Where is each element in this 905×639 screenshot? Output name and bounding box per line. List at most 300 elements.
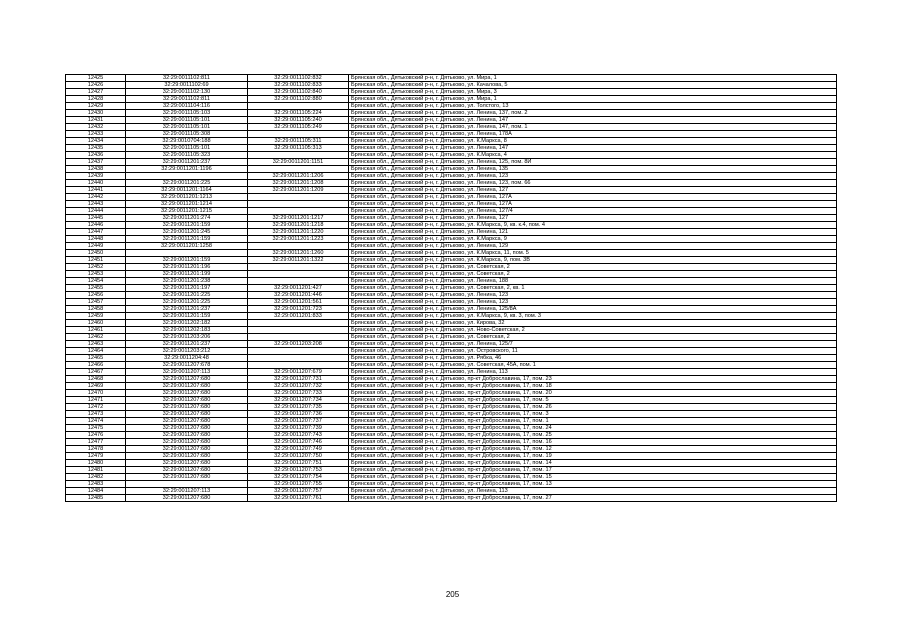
address-cell: Брянская обл., Дятьковский р-н, г. Дятьково, ул. Островского, 11 bbox=[349, 348, 837, 355]
row-number-cell: 12464 bbox=[66, 348, 126, 355]
address-cell: Брянская обл., Дятьковский р-н, г. Дятьково, ул. Толстого, 13 bbox=[349, 103, 837, 110]
parent-cadastral-number-cell: 32:29:0010704:188 bbox=[126, 138, 248, 145]
table-row bbox=[66, 460, 837, 467]
table-row bbox=[66, 446, 837, 453]
cadastral-number-cell bbox=[248, 355, 349, 362]
parent-cadastral-number-cell: 32:29:0011201:159 bbox=[126, 222, 248, 229]
row-number-cell: 12471 bbox=[66, 397, 126, 404]
page-number: 205 bbox=[445, 590, 460, 599]
cadastral-number-cell: 32:29:0011105:249 bbox=[248, 124, 349, 131]
parent-cadastral-number-cell: 32:29:0011102:69 bbox=[126, 82, 248, 89]
cadastral-number-cell bbox=[248, 208, 349, 215]
row-number-cell: 12429 bbox=[66, 103, 126, 110]
table-row bbox=[66, 481, 837, 488]
address-cell: Брянская обл., Дятьковский р-н, г. Дятьково, ул. Советская, 45А, пом. 1 bbox=[349, 362, 837, 369]
row-number-cell: 12434 bbox=[66, 138, 126, 145]
cadastral-number-cell: 32:29:0011207:753 bbox=[248, 467, 349, 474]
row-number-cell: 12455 bbox=[66, 285, 126, 292]
parent-cadastral-number-cell: 32:29:0011201:225 bbox=[126, 180, 248, 187]
cadastral-number-cell bbox=[248, 334, 349, 341]
address-cell: Брянская обл., Дятьковский р-н, г. Дятьково, ул. Ленина, 147, пом. 1 bbox=[349, 124, 837, 131]
row-number-cell: 12479 bbox=[66, 453, 126, 460]
parent-cadastral-number-cell: 32:29:0011102:811 bbox=[126, 75, 248, 82]
row-number-cell: 12441 bbox=[66, 187, 126, 194]
address-cell: Брянская обл., Дятьковский р-н, г. Дятьково, ул. К.Маркса, 9, пом. 3В bbox=[349, 257, 837, 264]
row-number-cell: 12425 bbox=[66, 75, 126, 82]
row-number-cell: 12484 bbox=[66, 488, 126, 495]
address-cell: Брянская обл., Дятьковский р-н, г. Дятьково, ул. Ленина, 123 bbox=[349, 299, 837, 306]
row-number-cell: 12426 bbox=[66, 82, 126, 89]
address-cell: Брянская обл., Дятьковский р-н, г. Дятьково, ул. Мира, 3 bbox=[349, 89, 837, 96]
table-row bbox=[66, 488, 837, 495]
table-row bbox=[66, 222, 837, 229]
address-cell: Брянская обл., Дятьковский р-н, г. Дятьково, ул. Кирова, 32 bbox=[349, 320, 837, 327]
address-cell: Брянская обл., Дятьковский р-н, г. Дятьково, ул. Ленина, 127А bbox=[349, 194, 837, 201]
parent-cadastral-number-cell: 32:29:0011207:680 bbox=[126, 432, 248, 439]
table-row bbox=[66, 117, 837, 124]
cadastral-number-cell: 32:29:0011207:755 bbox=[248, 481, 349, 488]
address-cell: Брянская обл., Дятьковский р-н, г. Дятьково, ул. Мира, 1 bbox=[349, 96, 837, 103]
table-row bbox=[66, 250, 837, 257]
row-number-cell: 12469 bbox=[66, 383, 126, 390]
parent-cadastral-number-cell: 32:29:0011201:1164 bbox=[126, 187, 248, 194]
row-number-cell: 12430 bbox=[66, 110, 126, 117]
row-number-cell: 12463 bbox=[66, 341, 126, 348]
row-number-cell: 12475 bbox=[66, 425, 126, 432]
table-row bbox=[66, 341, 837, 348]
row-number-cell: 12445 bbox=[66, 215, 126, 222]
cadastral-number-cell bbox=[248, 264, 349, 271]
cadastral-number-cell: 32:29:0011207:734 bbox=[248, 397, 349, 404]
cadastral-number-cell bbox=[248, 362, 349, 369]
row-number-cell: 12446 bbox=[66, 222, 126, 229]
table-row bbox=[66, 96, 837, 103]
table-row bbox=[66, 229, 837, 236]
row-number-cell: 12431 bbox=[66, 117, 126, 124]
table-row bbox=[66, 236, 837, 243]
cadastral-number-cell: 32:29:0011201:1209 bbox=[248, 187, 349, 194]
cadastral-number-cell: 32:29:0011207:732 bbox=[248, 383, 349, 390]
address-cell: Брянская обл., Дятьковский р-н, г. Дятьково, пр-кт Доброславина, 17, пом. 1 bbox=[349, 418, 837, 425]
address-cell: Брянская обл., Дятьковский р-н, г. Дятьково, ул. Ленина, 127 bbox=[349, 215, 837, 222]
table-row bbox=[66, 180, 837, 187]
row-number-cell: 12461 bbox=[66, 327, 126, 334]
cadastral-number-cell bbox=[248, 320, 349, 327]
cadastral-number-cell: 32:29:0011201:446 bbox=[248, 292, 349, 299]
parent-cadastral-number-cell: 32:29:0011207:680 bbox=[126, 446, 248, 453]
table-row bbox=[66, 313, 837, 320]
table-row bbox=[66, 432, 837, 439]
cadastral-number-cell bbox=[248, 271, 349, 278]
parent-cadastral-number-cell: 32:29:0011105:101 bbox=[126, 145, 248, 152]
parent-cadastral-number-cell: 32:29:0011201:197 bbox=[126, 285, 248, 292]
table-row bbox=[66, 243, 837, 250]
parent-cadastral-number-cell: 32:29:0011201:1215 bbox=[126, 208, 248, 215]
address-cell: Брянская обл., Дятьковский р-н, г. Дятьково, ул. Ленина, 147 bbox=[349, 117, 837, 124]
parent-cadastral-number-cell bbox=[126, 481, 248, 488]
cadastral-number-cell: 32:29:0011105:313 bbox=[248, 145, 349, 152]
row-number-cell: 12460 bbox=[66, 320, 126, 327]
address-cell: Брянская обл., Дятьковский р-н, г. Дятьково, ул. К.Маркса, 9 bbox=[349, 236, 837, 243]
table-row bbox=[66, 411, 837, 418]
address-cell: Брянская обл., Дятьковский р-н, г. Дятьково, ул. Ленина, 135 bbox=[349, 166, 837, 173]
parent-cadastral-number-cell: 32:29:0011201:225 bbox=[126, 299, 248, 306]
table-row bbox=[66, 306, 837, 313]
parent-cadastral-number-cell: 32:29:0011201:196 bbox=[126, 264, 248, 271]
address-cell: Брянская обл., Дятьковский р-н, г. Дятьково, пр-кт Доброславина, 17, пом. 24 bbox=[349, 425, 837, 432]
row-number-cell: 12437 bbox=[66, 159, 126, 166]
row-number-cell: 12470 bbox=[66, 390, 126, 397]
address-cell: Брянская обл., Дятьковский р-н, г. Дятьково, ул. Ленина, 123 bbox=[349, 292, 837, 299]
parent-cadastral-number-cell: 32:29:0011207:680 bbox=[126, 460, 248, 467]
address-cell: Брянская обл., Дятьковский р-н, г. Дятьково, пр-кт Доброславина, 17, пом. 3 bbox=[349, 411, 837, 418]
table-row bbox=[66, 264, 837, 271]
parent-cadastral-number-cell: 32:29:0011201:159 bbox=[126, 257, 248, 264]
cadastral-number-cell: 32:29:0011207:733 bbox=[248, 390, 349, 397]
parent-cadastral-number-cell: 32:29:0011207:680 bbox=[126, 495, 248, 502]
table-row bbox=[66, 110, 837, 117]
table-row bbox=[66, 271, 837, 278]
cadastral-number-cell bbox=[248, 201, 349, 208]
parent-cadastral-number-cell: 32:29:0011204:48 bbox=[126, 355, 248, 362]
cadastral-number-cell: 32:29:0011207:750 bbox=[248, 453, 349, 460]
table-row bbox=[66, 390, 837, 397]
address-cell: Брянская обл., Дятьковский р-н, г. Дятьково, ул. Ленина, 127 bbox=[349, 187, 837, 194]
parent-cadastral-number-cell: 32:29:0011201:237 bbox=[126, 341, 248, 348]
parent-cadastral-number-cell: 32:29:0011105:308 bbox=[126, 131, 248, 138]
registry-table-body bbox=[66, 75, 837, 502]
parent-cadastral-number-cell: 32:29:0011102:811 bbox=[126, 96, 248, 103]
address-cell: Брянская обл., Дятьковский р-н, г. Дятьково, пр-кт Доброславина, 17, пом. 27 bbox=[349, 495, 837, 502]
cadastral-number-cell bbox=[248, 327, 349, 334]
parent-cadastral-number-cell: 32:29:0011207:113 bbox=[126, 488, 248, 495]
table-row bbox=[66, 397, 837, 404]
parent-cadastral-number-cell: 32:29:0011102:130 bbox=[126, 89, 248, 96]
row-number-cell: 12456 bbox=[66, 292, 126, 299]
cadastral-number-cell: 32:29:0011105:311 bbox=[248, 138, 349, 145]
cadastral-number-cell bbox=[248, 152, 349, 159]
parent-cadastral-number-cell: 32:29:0011105:101 bbox=[126, 124, 248, 131]
address-cell: Брянская обл., Дятьковский р-н, г. Дятьково, ул. Советская, 2 bbox=[349, 334, 837, 341]
cadastral-number-cell: 32:29:0011201:561 bbox=[248, 299, 349, 306]
address-cell: Брянская обл., Дятьковский р-н, г. Дятьково, ул. Ленина, 123 bbox=[349, 173, 837, 180]
address-cell: Брянская обл., Дятьковский р-н, г. Дятьково, пр-кт Доброславина, 17, пом. 23 bbox=[349, 376, 837, 383]
cadastral-number-cell: 32:29:0011207:743 bbox=[248, 432, 349, 439]
address-cell: Брянская обл., Дятьковский р-н, г. Дятьково, ул. Ленина, 188 bbox=[349, 278, 837, 285]
parent-cadastral-number-cell: 32:29:0011201:238 bbox=[126, 278, 248, 285]
table-row bbox=[66, 495, 837, 502]
row-number-cell: 12453 bbox=[66, 271, 126, 278]
parent-cadastral-number-cell: 32:29:0011201:199 bbox=[126, 271, 248, 278]
cadastral-number-cell: 32:29:0011201:1322 bbox=[248, 257, 349, 264]
row-number-cell: 12436 bbox=[66, 152, 126, 159]
row-number-cell: 12458 bbox=[66, 306, 126, 313]
row-number-cell: 12462 bbox=[66, 334, 126, 341]
address-cell: Брянская обл., Дятьковский р-н, г. Дятьково, пр-кт Доброславина, 17, пом. 16 bbox=[349, 439, 837, 446]
cadastral-number-cell: 32:29:0011207:679 bbox=[248, 369, 349, 376]
parent-cadastral-number-cell bbox=[126, 250, 248, 257]
parent-cadastral-number-cell: 32:29:0011207:680 bbox=[126, 390, 248, 397]
table-row bbox=[66, 383, 837, 390]
cadastral-number-cell bbox=[248, 166, 349, 173]
address-cell: Брянская обл., Дятьковский р-н, г. Дятьково, пр-кт Доброславина, 17, пом. 12 bbox=[349, 446, 837, 453]
parent-cadastral-number-cell: 32:29:0011201:1214 bbox=[126, 201, 248, 208]
table-row bbox=[66, 201, 837, 208]
address-cell: Брянская обл., Дятьковский р-н, г. Дятьково, ул. Ленина, 127А bbox=[349, 201, 837, 208]
cadastral-number-cell: 32:29:0011207:754 bbox=[248, 474, 349, 481]
row-number-cell: 12433 bbox=[66, 131, 126, 138]
address-cell: Брянская обл., Дятьковский р-н, г. Дятьково, ул. Мира, 1 bbox=[349, 75, 837, 82]
table-row bbox=[66, 187, 837, 194]
row-number-cell: 12428 bbox=[66, 96, 126, 103]
row-number-cell: 12438 bbox=[66, 166, 126, 173]
cadastral-number-cell: 32:29:0011201:1151 bbox=[248, 159, 349, 166]
parent-cadastral-number-cell bbox=[126, 173, 248, 180]
row-number-cell: 12476 bbox=[66, 432, 126, 439]
cadastral-number-cell: 32:29:0011201:1260 bbox=[248, 250, 349, 257]
table-row bbox=[66, 474, 837, 481]
table-row bbox=[66, 131, 837, 138]
table-row bbox=[66, 124, 837, 131]
row-number-cell: 12478 bbox=[66, 446, 126, 453]
cadastral-number-cell: 32:29:0011105:224 bbox=[248, 110, 349, 117]
address-cell: Брянская обл., Дятьковский р-н, г. Дятьково, ул. Ленина, 113 bbox=[349, 488, 837, 495]
parent-cadastral-number-cell: 32:29:0011203:206 bbox=[126, 334, 248, 341]
parent-cadastral-number-cell: 32:29:0011207:680 bbox=[126, 453, 248, 460]
row-number-cell: 12449 bbox=[66, 243, 126, 250]
parent-cadastral-number-cell: 32:29:0011203:212 bbox=[126, 348, 248, 355]
table-row bbox=[66, 138, 837, 145]
address-cell: Брянская обл., Дятьковский р-н, г. Дятьково, пр-кт Доброславина, 17, пом. 18 bbox=[349, 383, 837, 390]
cadastral-number-cell: 32:29:0011207:737 bbox=[248, 418, 349, 425]
row-number-cell: 12472 bbox=[66, 404, 126, 411]
row-number-cell: 12435 bbox=[66, 145, 126, 152]
address-cell: Брянская обл., Дятьковский р-н, г. Дятьково, ул. Ленина, 121 bbox=[349, 229, 837, 236]
address-cell: Брянская обл., Дятьковский р-н, г. Дятьково, пр-кт Доброславина, 17, пом. 19 bbox=[349, 453, 837, 460]
cadastral-number-cell: 32:29:0011201:427 bbox=[248, 285, 349, 292]
parent-cadastral-number-cell: 32:29:0011207:680 bbox=[126, 376, 248, 383]
cadastral-number-cell: 32:29:0011201:723 bbox=[248, 306, 349, 313]
row-number-cell: 12447 bbox=[66, 229, 126, 236]
row-number-cell: 12466 bbox=[66, 362, 126, 369]
row-number-cell: 12481 bbox=[66, 467, 126, 474]
parent-cadastral-number-cell: 32:29:0011105:101 bbox=[126, 117, 248, 124]
address-cell: Брянская обл., Дятьковский р-н, г. Дятьково, ул. Ленина, 129 bbox=[349, 243, 837, 250]
address-cell: Брянская обл., Дятьковский р-н, г. Дятьково, ул. К.Маркса, 8 bbox=[349, 138, 837, 145]
parent-cadastral-number-cell: 32:29:0011207:680 bbox=[126, 474, 248, 481]
parent-cadastral-number-cell: 32:29:0011201:237 bbox=[126, 306, 248, 313]
cadastral-number-cell: 32:29:0011102:880 bbox=[248, 96, 349, 103]
parent-cadastral-number-cell: 32:29:0011207:678 bbox=[126, 362, 248, 369]
row-number-cell: 12483 bbox=[66, 481, 126, 488]
row-number-cell: 12482 bbox=[66, 474, 126, 481]
address-cell: Брянская обл., Дятьковский р-н, г. Дятьково, пр-кт Доброславина, 17, пом. 5 bbox=[349, 397, 837, 404]
parent-cadastral-number-cell: 32:29:0011207:680 bbox=[126, 418, 248, 425]
table-row bbox=[66, 327, 837, 334]
address-cell: Брянская обл., Дятьковский р-н, г. Дятьково, ул. Ленина, 137, пом. 2 bbox=[349, 110, 837, 117]
address-cell: Брянская обл., Дятьковский р-н, г. Дятьково, ул. Ленина, 123, пом. 66 bbox=[349, 180, 837, 187]
address-cell: Брянская обл., Дятьковский р-н, г. Дятьково, пр-кт Доброславина, 17, пом. 15 bbox=[349, 474, 837, 481]
parent-cadastral-number-cell: 32:29:0011105:103 bbox=[126, 110, 248, 117]
parent-cadastral-number-cell: 32:29:0011105:323 bbox=[126, 152, 248, 159]
row-number-cell: 12448 bbox=[66, 236, 126, 243]
table-row bbox=[66, 208, 837, 215]
row-number-cell: 12474 bbox=[66, 418, 126, 425]
cadastral-number-cell bbox=[248, 131, 349, 138]
parent-cadastral-number-cell: 32:29:0011207:680 bbox=[126, 467, 248, 474]
address-cell: Брянская обл., Дятьковский р-н, г. Дятьково, пр-кт Доброславина, 17, пом. 13 bbox=[349, 481, 837, 488]
parent-cadastral-number-cell: 32:29:0011201:245 bbox=[126, 229, 248, 236]
cadastral-number-cell: 32:29:0011102:840 bbox=[248, 89, 349, 96]
table-row bbox=[66, 215, 837, 222]
address-cell: Брянская обл., Дятьковский р-н, г. Дятьково, ул. Ленина, 127/4 bbox=[349, 208, 837, 215]
cadastral-number-cell: 32:29:0011207:757 bbox=[248, 488, 349, 495]
row-number-cell: 12443 bbox=[66, 201, 126, 208]
row-number-cell: 12432 bbox=[66, 124, 126, 131]
cadastral-number-cell: 32:29:0011207:746 bbox=[248, 439, 349, 446]
parent-cadastral-number-cell: 32:29:0011202:183 bbox=[126, 327, 248, 334]
table-row bbox=[66, 425, 837, 432]
table-row bbox=[66, 285, 837, 292]
address-cell: Брянская обл., Дятьковский р-н, г. Дятьково, ул. Ленина, 178А bbox=[349, 131, 837, 138]
parent-cadastral-number-cell: 32:29:0011207:680 bbox=[126, 425, 248, 432]
parent-cadastral-number-cell: 32:29:0011201:225 bbox=[126, 292, 248, 299]
address-cell: Брянская обл., Дятьковский р-н, г. Дятьково, пр-кт Доброславина, 17, пом. 14 bbox=[349, 460, 837, 467]
row-number-cell: 12450 bbox=[66, 250, 126, 257]
parent-cadastral-number-cell: 32:29:0011201:1213 bbox=[126, 194, 248, 201]
table-row bbox=[66, 299, 837, 306]
address-cell: Брянская обл., Дятьковский р-н, г. Дятьково, пр-кт Доброславина, 17, пом. 25 bbox=[349, 432, 837, 439]
address-cell: Брянская обл., Дятьковский р-н, г. Дятьково, ул. К.Маркса, 9, кв. 3, пом. 3 bbox=[349, 313, 837, 320]
row-number-cell: 12473 bbox=[66, 411, 126, 418]
table-row bbox=[66, 418, 837, 425]
address-cell: Брянская обл., Дятьковский р-н, г. Дятьково, ул. Ленина, 147 bbox=[349, 145, 837, 152]
row-number-cell: 12459 bbox=[66, 313, 126, 320]
table-row bbox=[66, 292, 837, 299]
table-row bbox=[66, 376, 837, 383]
cadastral-number-cell: 32:29:0011102:833 bbox=[248, 82, 349, 89]
table-row bbox=[66, 173, 837, 180]
cadastral-number-cell: 32:29:0011207:761 bbox=[248, 495, 349, 502]
cadastral-number-cell: 32:29:0011201:833 bbox=[248, 313, 349, 320]
parent-cadastral-number-cell: 32:29:0011201:159 bbox=[126, 313, 248, 320]
row-number-cell: 12465 bbox=[66, 355, 126, 362]
table-row bbox=[66, 355, 837, 362]
cadastral-number-cell bbox=[248, 348, 349, 355]
table-row bbox=[66, 89, 837, 96]
row-number-cell: 12444 bbox=[66, 208, 126, 215]
row-number-cell: 12427 bbox=[66, 89, 126, 96]
address-cell: Брянская обл., Дятьковский р-н, г. Дятьково, ул. Советская, 2 bbox=[349, 271, 837, 278]
cadastral-number-cell: 32:29:0011203:208 bbox=[248, 341, 349, 348]
address-cell: Брянская обл., Дятьковский р-н, г. Дятьково, ул. Советская, 2 bbox=[349, 264, 837, 271]
table-row bbox=[66, 257, 837, 264]
address-cell: Брянская обл., Дятьковский р-н, г. Дятьково, ул. Качалова, 5 bbox=[349, 82, 837, 89]
cadastral-number-cell: 32:29:0011201:1206 bbox=[248, 173, 349, 180]
parent-cadastral-number-cell: 32:29:0011201:1258 bbox=[126, 243, 248, 250]
cadastral-number-cell: 32:29:0011207:736 bbox=[248, 411, 349, 418]
row-number-cell: 12468 bbox=[66, 376, 126, 383]
row-number-cell: 12454 bbox=[66, 278, 126, 285]
cadastral-number-cell: 32:29:0011105:240 bbox=[248, 117, 349, 124]
cadastral-number-cell: 32:29:0011207:735 bbox=[248, 404, 349, 411]
table-row bbox=[66, 348, 837, 355]
cadastral-number-cell: 32:29:0011201:1208 bbox=[248, 180, 349, 187]
table-row bbox=[66, 404, 837, 411]
parent-cadastral-number-cell: 32:29:0011201:1196 bbox=[126, 166, 248, 173]
row-number-cell: 12451 bbox=[66, 257, 126, 264]
row-number-cell: 12440 bbox=[66, 180, 126, 187]
parent-cadastral-number-cell: 32:29:0011207:113 bbox=[126, 369, 248, 376]
cadastral-number-cell: 32:29:0011201:1223 bbox=[248, 236, 349, 243]
table-row bbox=[66, 166, 837, 173]
cadastral-number-cell bbox=[248, 278, 349, 285]
parent-cadastral-number-cell: 32:29:0011207:680 bbox=[126, 383, 248, 390]
cadastral-number-cell: 32:29:0011207:751 bbox=[248, 460, 349, 467]
row-number-cell: 12439 bbox=[66, 173, 126, 180]
parent-cadastral-number-cell: 32:29:0011201:159 bbox=[126, 236, 248, 243]
cadastral-registry-table bbox=[65, 74, 837, 502]
row-number-cell: 12442 bbox=[66, 194, 126, 201]
row-number-cell: 12480 bbox=[66, 460, 126, 467]
row-number-cell: 12467 bbox=[66, 369, 126, 376]
parent-cadastral-number-cell: 32:29:0011207:680 bbox=[126, 439, 248, 446]
table-row bbox=[66, 369, 837, 376]
address-cell: Брянская обл., Дятьковский р-н, г. Дятьково, ул. Ленина, 125/8А bbox=[349, 306, 837, 313]
address-cell: Брянская обл., Дятьковский р-н, г. Дятьково, пр-кт Доброславина, 17, пом. 17 bbox=[349, 467, 837, 474]
table-row bbox=[66, 145, 837, 152]
address-cell: Брянская обл., Дятьковский р-н, г. Дятьково, ул. К.Маркса, 9, кв. к.4, пом. 4 bbox=[349, 222, 837, 229]
cadastral-number-cell bbox=[248, 194, 349, 201]
parent-cadastral-number-cell: 32:29:0011201:237 bbox=[126, 159, 248, 166]
parent-cadastral-number-cell: 32:29:0011201:274 bbox=[126, 215, 248, 222]
table-row bbox=[66, 82, 837, 89]
address-cell: Брянская обл., Дятьковский р-н, г. Дятьково, ул. Рябка, 46 bbox=[349, 355, 837, 362]
cadastral-number-cell bbox=[248, 103, 349, 110]
address-cell: Брянская обл., Дятьковский р-н, г. Дятьково, ул. Ново-Советская, 2 bbox=[349, 327, 837, 334]
table-row bbox=[66, 75, 837, 82]
table-row bbox=[66, 320, 837, 327]
parent-cadastral-number-cell: 32:29:0011207:680 bbox=[126, 411, 248, 418]
address-cell: Брянская обл., Дятьковский р-н, г. Дятьково, ул. К.Маркса, 11, пом. 5 bbox=[349, 250, 837, 257]
table-row bbox=[66, 453, 837, 460]
parent-cadastral-number-cell: 32:29:0011202:182 bbox=[126, 320, 248, 327]
table-row bbox=[66, 278, 837, 285]
row-number-cell: 12452 bbox=[66, 264, 126, 271]
cadastral-number-cell: 32:29:0011207:749 bbox=[248, 446, 349, 453]
cadastral-number-cell bbox=[248, 243, 349, 250]
address-cell: Брянская обл., Дятьковский р-н, г. Дятьково, ул. Ленина, 125, пом. 8И bbox=[349, 159, 837, 166]
cadastral-number-cell: 32:29:0011201:1220 bbox=[248, 229, 349, 236]
parent-cadastral-number-cell: 32:29:0011104:116 bbox=[126, 103, 248, 110]
table-row bbox=[66, 362, 837, 369]
table-row bbox=[66, 103, 837, 110]
address-cell: Брянская обл., Дятьковский р-н, г. Дятьково, ул. Ленина, 113 bbox=[349, 369, 837, 376]
table-row bbox=[66, 334, 837, 341]
table-row bbox=[66, 194, 837, 201]
table-row bbox=[66, 439, 837, 446]
row-number-cell: 12477 bbox=[66, 439, 126, 446]
cadastral-number-cell: 32:29:0011207:731 bbox=[248, 376, 349, 383]
cadastral-number-cell: 32:29:0011201:1218 bbox=[248, 222, 349, 229]
parent-cadastral-number-cell: 32:29:0011207:680 bbox=[126, 404, 248, 411]
table-row bbox=[66, 152, 837, 159]
address-cell: Брянская обл., Дятьковский р-н, г. Дятьково, ул. Советская, 2, кв. 1 bbox=[349, 285, 837, 292]
parent-cadastral-number-cell: 32:29:0011207:680 bbox=[126, 397, 248, 404]
row-number-cell: 12485 bbox=[66, 495, 126, 502]
cadastral-number-cell: 32:29:0011207:739 bbox=[248, 425, 349, 432]
table-row bbox=[66, 467, 837, 474]
